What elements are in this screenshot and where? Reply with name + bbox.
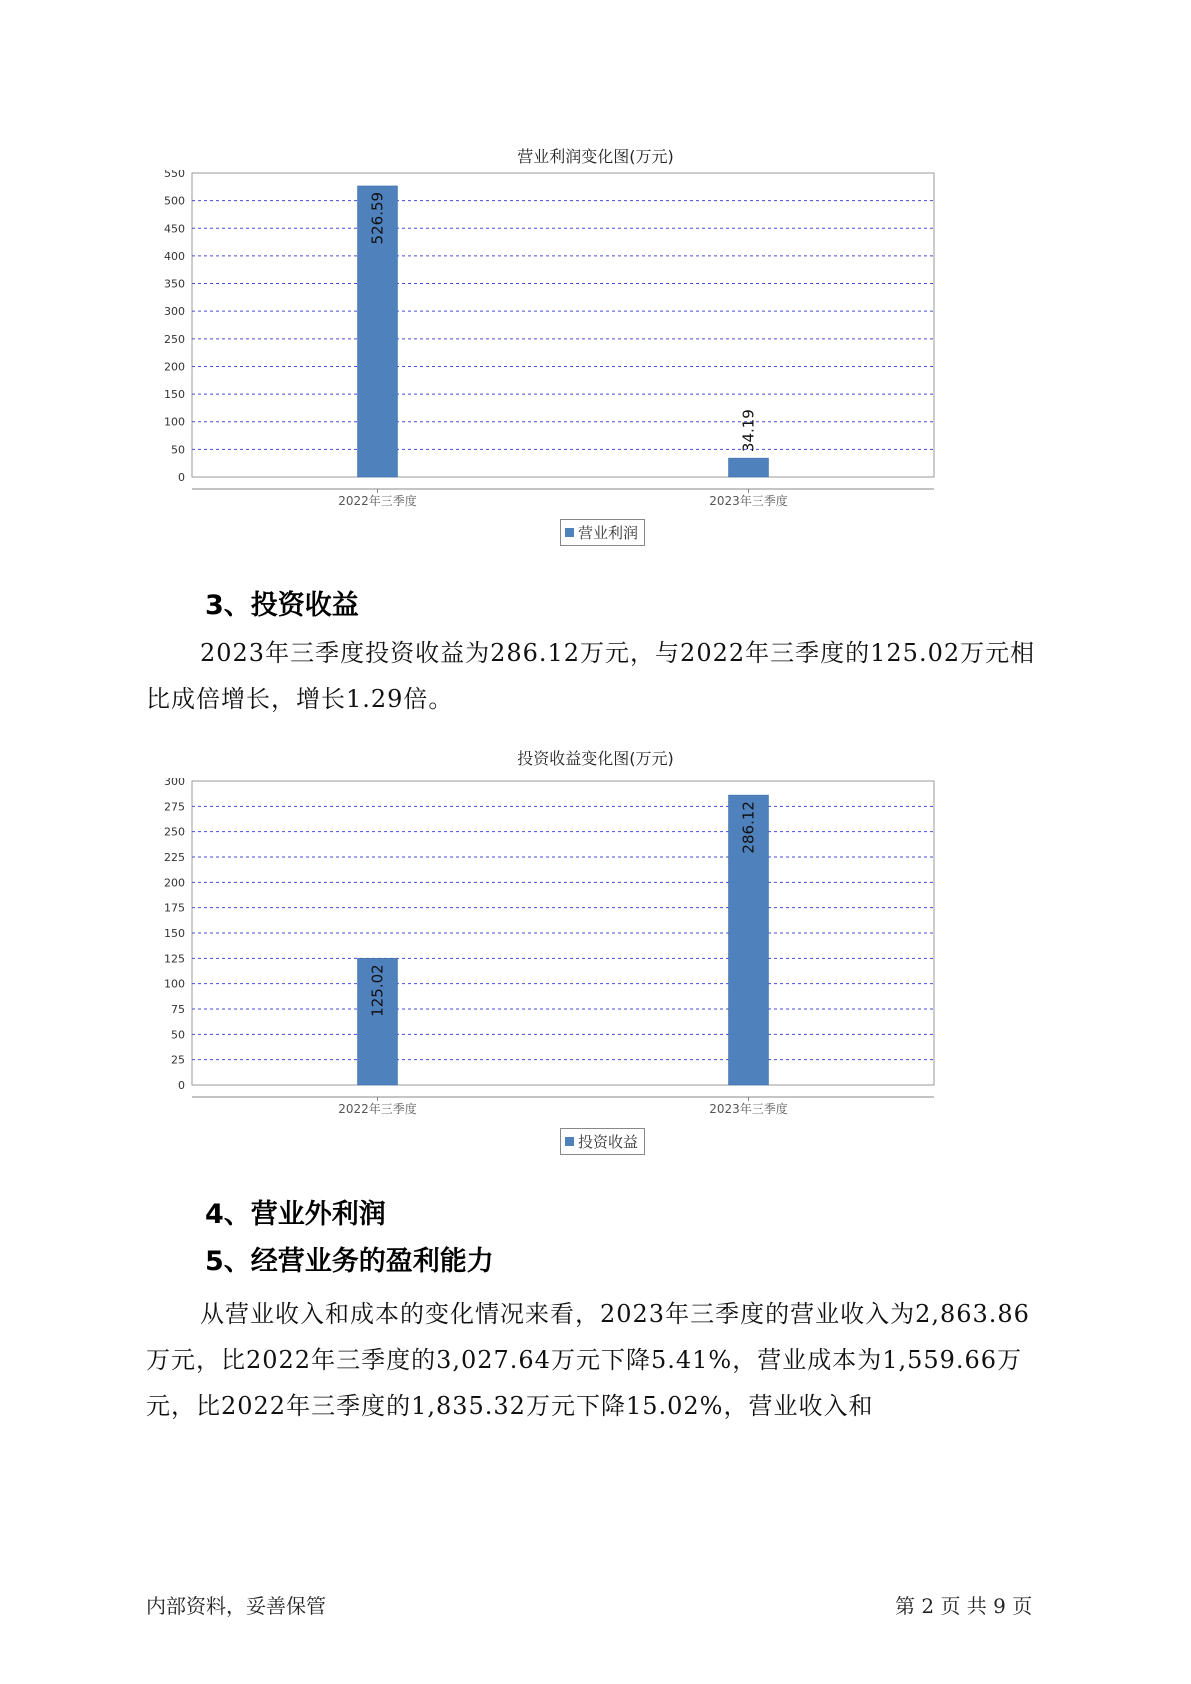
bar: [729, 458, 769, 477]
y-tick-label: 250: [164, 825, 185, 839]
chart2-title: 投资收益变化图(万元): [517, 749, 674, 768]
y-tick-label: 200: [164, 876, 185, 890]
y-tick-label: 150: [164, 927, 185, 940]
y-tick-label: 400: [164, 249, 185, 263]
chart2-legend: [560, 1128, 645, 1155]
y-tick-label: 0: [178, 1079, 185, 1092]
y-tick-label: 50: [171, 443, 185, 457]
chart2-investment-income: [150, 778, 1050, 1248]
y-tick-label: 100: [164, 415, 185, 429]
y-tick-label: 175: [164, 901, 185, 915]
chart1-title: 营业利润变化图(万元): [517, 147, 674, 166]
x-tick-label: 2022年三季度: [338, 1102, 417, 1116]
y-tick-label: 25: [171, 1053, 185, 1067]
chart1-operating-profit: [150, 170, 1050, 640]
y-tick-label: 150: [164, 388, 185, 402]
y-tick-label: 0: [178, 471, 185, 484]
y-tick-label: 225: [164, 851, 185, 864]
y-tick-label: 500: [164, 194, 185, 208]
y-tick-label: 300: [164, 778, 185, 788]
y-tick-label: 125: [164, 952, 185, 966]
y-tick-label: 100: [164, 977, 185, 991]
data-label: 34.19: [739, 409, 758, 453]
y-tick-label: 200: [164, 360, 185, 374]
data-label: 526.59: [368, 191, 387, 245]
plot-frame: [192, 173, 934, 477]
chart2-legend-label: 投资收益: [578, 1133, 639, 1151]
y-tick-label: 350: [164, 277, 185, 291]
y-tick-label: 250: [164, 332, 185, 346]
y-tick-label: 550: [164, 170, 185, 180]
section5-heading: 5、经营业务的盈利能力: [205, 1246, 494, 1277]
y-tick-label: 275: [164, 800, 185, 814]
data-label: 125.02: [368, 964, 387, 1017]
chart2-svg: [150, 778, 1050, 1248]
y-tick-label: 300: [164, 305, 185, 319]
y-tick-label: 450: [164, 222, 185, 236]
legend-swatch-icon: [565, 1137, 574, 1146]
x-tick-label: 2023年三季度: [709, 494, 788, 508]
footer-page-number: 第 2 页 共 9 页: [895, 1594, 1033, 1618]
section4-heading: 4、营业外利润: [205, 1199, 386, 1230]
chart1-legend: [560, 519, 645, 546]
data-label: 286.12: [739, 801, 758, 854]
section5-paragraph: 从营业收入和成本的变化情况来看，2023年三季度的营业收入为2,863.86万元，比2022年三季度的3,027.64万元下降5.41%，营业成本为1,559.66万元，比2022年三季度的1,835.32万元下降15.02%，营业收入和: [146, 1300, 1030, 1420]
section3-heading: 3、投资收益: [205, 590, 359, 621]
footer-confidential-note: 内部资料，妥善保管: [146, 1594, 326, 1618]
y-tick-label: 75: [171, 1003, 185, 1016]
section3-paragraph: 2023年三季度投资收益为286.12万元，与2022年三季度的125.02万元相比成倍增长，增长1.29倍。: [146, 639, 1036, 713]
chart1-legend-label: 营业利润: [578, 524, 639, 542]
x-tick-label: 2022年三季度: [338, 494, 417, 508]
chart1-svg: [150, 170, 1050, 640]
x-tick-label: 2023年三季度: [709, 1102, 788, 1116]
legend-swatch-icon: [565, 528, 574, 537]
y-tick-label: 50: [171, 1028, 185, 1042]
